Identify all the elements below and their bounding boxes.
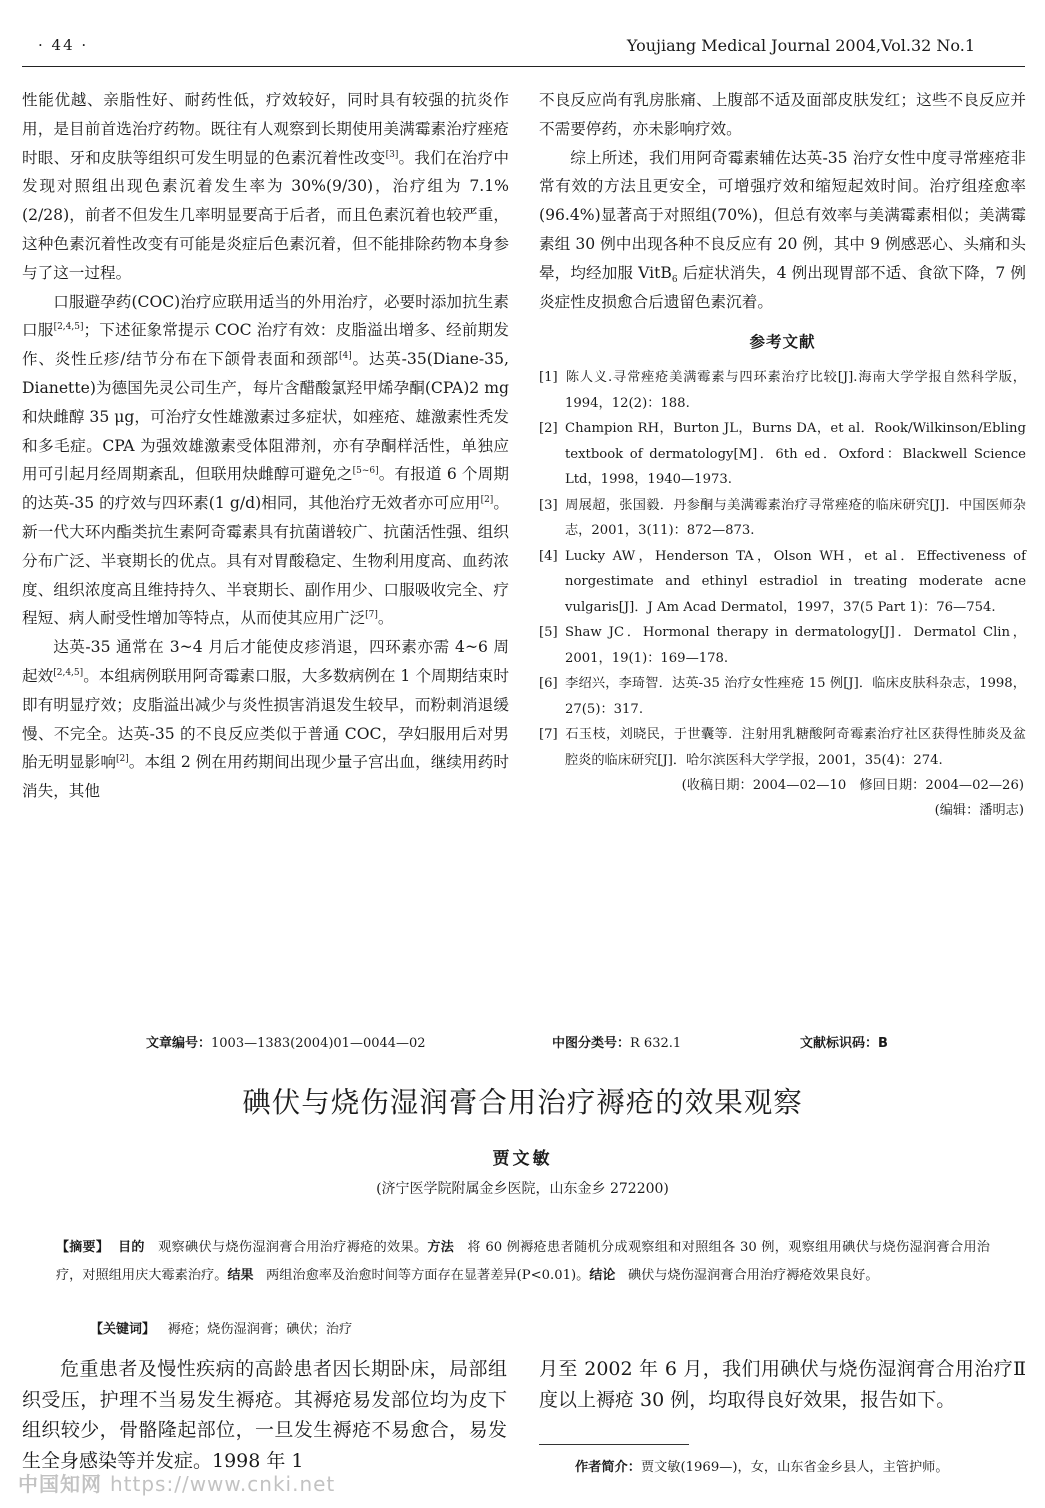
article-number: 文章编号：1003—1383(2004)01—0044—02 xyxy=(146,1036,426,1051)
references-heading: 参考文献 xyxy=(749,332,816,352)
reference-item: [7] 石玉枝，刘晓民，于世囊等．注射用乳糖酸阿奇霉素治疗社区获得性肺炎及盆腔炎的临床研究[J]．哈尔滨医科大学学报，2001，35(4)：274. xyxy=(539,727,1026,768)
keywords: 【关键词】 褥疮；烧伤湿润膏；碘伏；治疗 xyxy=(90,1322,353,1337)
citation: [2] xyxy=(480,494,494,505)
left-paragraph-2: 口服避孕药(COC)治疗应联用适当的外用治疗，必要时添加抗生素口服[2,4,5]；下述征象常提示 COC 治疗有效：皮脂溢出增多、经前期发作、炎性丘疹/结节分布在下颌骨表面和颈部[4]。达英-35(Diane-35, Dianette)为德国先灵公司生产，每片含醋酸氯羟甲烯孕酮(CPA)2 mg 和炔雌醇 35 μg，可治疗女性雄激素过多症状，如痤疮、雄激素性秃发和多毛症。CPA 为强效雄激素受体阻滞剂，亦有孕酮样活性，单独应用可引起月经周期紊乱，但联用炔雌醇可避免之[5~6]。有报道 6 个周期的达英-35 的疗效与四环素(1 g/d)相同，其他治疗无效者亦可应用[2]。新一代大环内酯类抗生素阿奇霉素具有抗菌谱较广、抗菌活性强、组织分布广泛、半衰期长的优点。具有对胃酸稳定、生物利用度高、血药浓度、组织浓度高且维持持久、半衰期长、副作用少、口服吸收完全、疗程短、病人耐受性增加等特点，从而使其应用广泛[7]。 xyxy=(22,292,509,628)
journal-running-head: Youjiang Medical Journal 2004,Vol.32 No.1 xyxy=(626,36,975,55)
citation: [3] xyxy=(385,149,399,160)
reference-item: [5] Shaw JC．Hormonal therapy in dermatology[J]．Dermatol Clin，2001，19(1)：169—178. xyxy=(539,625,1026,666)
right-paragraph-2: 综上所述，我们用阿奇霉素辅佐达英-35 治疗女性中度寻常痤疮非常有效的方法且更安全，可增强疗效和缩短起效时间。治疗组痊愈率(96.4%)显著高于对照组(70%)，但总有效率与美满霉素相似；美满霉素组 30 例中出现各种不良反应有 20 例，其中 9 例感恶心、头痛和头晕，均经加服 VitB$_6$ 后症状消失，4 例出现胃部不适、食欲下降，7 例炎症性皮损愈合后遗留色素沉着。 xyxy=(539,148,1026,311)
citation: [2,4,5] xyxy=(53,322,84,333)
classification-number: 中图分类号：R 632.1 xyxy=(552,1036,682,1051)
author-note: 作者简介：贾文敏(1969—)，女，山东省金乡县人，主管护师。 xyxy=(575,1460,949,1475)
left-column xyxy=(22,86,509,806)
citation: [2] xyxy=(115,754,129,765)
author-affiliation: (济宁医学院附属金乡医院，山东金乡 272200) xyxy=(376,1181,669,1197)
reference-item: [4] Lucky AW，Henderson TA，Olson WH，et al．Effectiveness of norgestimate and ethinyl estradiol in treating moderate acne vulgaris[J]．J Am Acad Dermatol，1997，37(5 Part 1)：76—754. xyxy=(539,548,1026,615)
reference-item: [1] 陈人义.寻常痤疮美满霉素与四环素治疗比较[J].海南大学学报自然科学版，1994，12(2)：188. xyxy=(539,370,1026,411)
reference-item: [6] 李绍兴，李琦智．达英-35 治疗女性痤疮 15 例[J]．临床皮肤科杂志，1998，27(5)：317. xyxy=(539,676,1026,717)
abstract: 【摘要】 目的 观察碘伏与烧伤湿润膏合用治疗褥疮的效果。方法 将 60 例褥疮患者随机分成观察组和对照组各 30 例，观察组用碘伏与烧伤湿润膏合用治疗，对照组用庆大霉素治疗。结果 两组治愈率及治愈时间等方面存在显著差异(P<0.01)。结论 碘伏与烧伤湿润膏合用治疗褥疮效果良好。 xyxy=(56,1240,990,1283)
article-title: 碘伏与烧伤湿润膏合用治疗褥疮的效果观察 xyxy=(242,1086,803,1119)
abstract-label: 【摘要】 xyxy=(56,1240,110,1255)
left-paragraph-1: 性能优越、亲脂性好、耐药性低，疗效较好，同时具有较强的抗炎作用，是目前首选治疗药物。既往有人观察到长期使用美满霉素治疗痤疮时眼、牙和皮肤等组织可发生明显的色素沉着性改变[3]。我们在治疗中发现对照组出现色素沉着发生率为 30%(9/30)，治疗组为 7.1%(2/28)，前者不但发生几率明显要高于后者，而且色素沉着也较严重，这种色素沉着性改变有可能是炎症后色素沉着，但不能排除药物本身参与了这一过程。 xyxy=(22,91,509,282)
page-number: · 44 · xyxy=(38,36,89,54)
reference-item: [3] 周展超，张国毅．丹参酮与美满霉素治疗寻常痤疮的临床研究[J]．中国医师杂志，2001，3(11)：872—873. xyxy=(539,497,1026,539)
intro-left: 危重患者及慢性疾病的高龄患者因长期卧床，局部组织受压，护理不当易发生褥疮。其褥疮易发部位均为皮下组织较少，骨骼隆起部位，一旦发生褥疮不易愈合，易发生全身感染等并发症。1998 年 1 xyxy=(22,1358,507,1472)
citation: [7] xyxy=(365,610,378,621)
right-paragraph-1: 不良反应尚有乳房胀痛、上腹部不适及面部皮肤发红；这些不良反应并不需要停药，亦未影响疗效。 xyxy=(539,91,1026,138)
cnki-watermark: 中国知网 https://www.cnki.net xyxy=(18,1472,336,1496)
footnote-rule xyxy=(539,1444,689,1445)
received-revised-dates: (收稿日期：2004—02—10 修回日期：2004—02—26) xyxy=(681,778,1024,794)
citation: [4] xyxy=(339,350,352,361)
left-paragraph-3: 达英-35 通常在 3~4 月后才能使皮疹消退，四环素亦需 4~6 周起效[2,4,5]。本组病例联用阿奇霉素口服，大多数病例在 1 个周期结束时即有明显疗效；皮脂溢出减少与炎性损害消退发生较早，而粉刺消退缓慢、不完全。达英-35 的不良反应类似于普通 COC，孕妇服用后对男胎无明显影响[2]。本组 2 例在用药期间出现少量子宫出血，继续用药时消失，其他 xyxy=(22,638,509,801)
document-code: 文献标识码：B xyxy=(800,1036,888,1051)
reference-list xyxy=(539,365,1026,773)
right-column xyxy=(539,86,1026,823)
header-rule xyxy=(22,66,1025,67)
citation: [2,4,5] xyxy=(53,667,84,678)
citation: [5~6] xyxy=(352,466,379,477)
reference-item: [2] Champion RH，Burton JL，Burns DA，et al．Rook/Wilkinson/Ebling textbook of dermatology[M]．6th ed．Oxford：Blackwell Science Ltd，1998，1940—1973. xyxy=(539,421,1026,488)
intro-right: 月至 2002 年 6 月，我们用碘伏与烧伤湿润膏合用治疗Ⅱ度以上褥疮 30 例，均取得良好效果，报告如下。 xyxy=(539,1358,1026,1411)
editor-note: (编辑：潘明志) xyxy=(934,803,1024,819)
article-author: 贾文敏 xyxy=(492,1149,553,1169)
